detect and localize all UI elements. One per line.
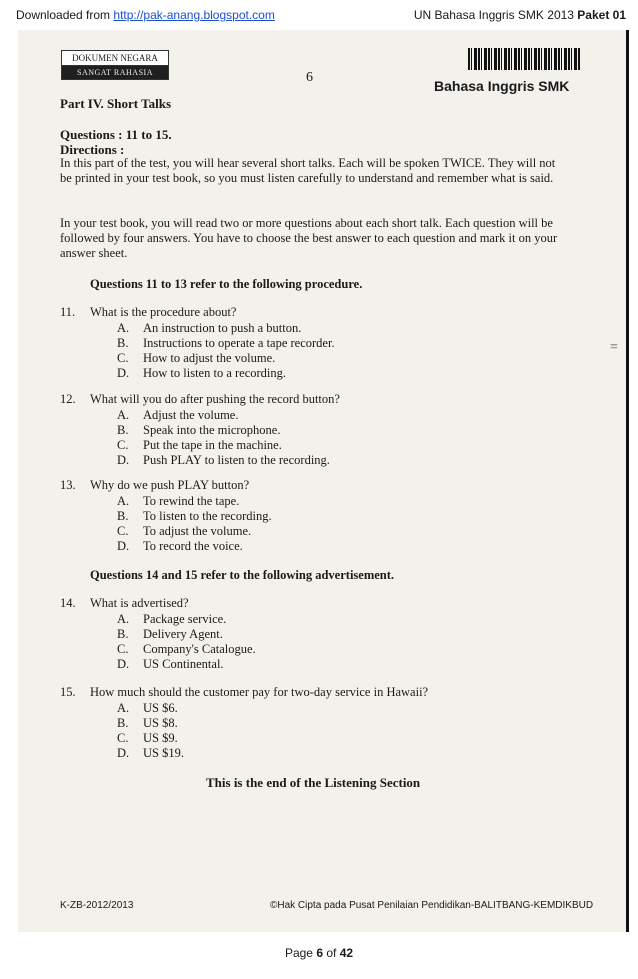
- page-current: 6: [316, 946, 323, 960]
- margin-mark: =: [610, 340, 618, 355]
- end-of-section: This is the end of the Listening Section: [206, 775, 421, 790]
- option-c: C. How to adjust the volume.: [117, 351, 276, 365]
- option-a: A. Package service.: [117, 612, 227, 626]
- blog-link[interactable]: http://pak-anang.blogspot.com: [113, 8, 275, 22]
- option-d: D. US $19.: [117, 746, 184, 760]
- option-a: A. To rewind the tape.: [117, 494, 240, 508]
- directions-paragraph-1: In this part of the test, you will hear several short talks. Each will be spoken TWICE. They will not be printed in your test book, so you must listen carefully to understand and remember what is said.: [60, 156, 556, 185]
- questions-range: Questions : 11 to 15.: [60, 127, 172, 142]
- page-edge-shadow: [626, 30, 629, 932]
- option-b: B. Instructions to operate a tape recorder.: [117, 336, 335, 350]
- exam-title: [414, 8, 626, 22]
- group-heading-1: Questions 11 to 13 refer to the following procedure.: [90, 277, 363, 291]
- question-stem: What is advertised?: [90, 596, 189, 610]
- classification-stamp: [61, 50, 169, 80]
- page-footer-of: of: [323, 946, 340, 960]
- download-prefix: Downloaded from: [16, 8, 114, 22]
- document-code: K-ZB-2012/2013: [60, 900, 134, 911]
- barcode-icon: [468, 48, 580, 70]
- copyright-notice: ©Hak Cipta pada Pusat Penilaian Pendidikan-BALITBANG-KEMDIKBUD: [270, 900, 594, 911]
- exam-title-text: UN Bahasa Inggris SMK 2013: [413, 8, 578, 22]
- download-header: [0, 0, 638, 30]
- page-number: 6: [306, 70, 313, 85]
- question-number: 14.: [60, 596, 76, 610]
- question-number: 12.: [60, 392, 76, 406]
- group-heading-2: Questions 14 and 15 refer to the following advertisement.: [90, 568, 395, 582]
- page-footer-prefix: Page: [284, 946, 317, 960]
- question-stem: What will you do after pushing the record button?: [90, 392, 340, 406]
- option-b: B. US $8.: [117, 716, 178, 730]
- question-stem: How much should the customer pay for two-day service in Hawaii?: [90, 685, 429, 699]
- exam-package: Paket 01: [577, 8, 626, 22]
- page-footer: [0, 946, 638, 960]
- question-number: 13.: [60, 478, 76, 492]
- option-d: D. Push PLAY to listen to the recording.: [117, 453, 330, 467]
- option-d: D. US Continental.: [117, 657, 224, 671]
- question-stem: Why do we push PLAY button?: [90, 478, 250, 492]
- page-total: 42: [339, 946, 354, 960]
- option-b: B. Delivery Agent.: [117, 627, 223, 641]
- scanned-page: [18, 30, 629, 932]
- option-b: B. To listen to the recording.: [117, 509, 272, 523]
- option-a: A. An instruction to push a button.: [117, 321, 302, 335]
- download-source: [16, 8, 275, 22]
- option-d: D. How to listen to a recording.: [117, 366, 287, 380]
- directions-label: Directions :: [60, 142, 125, 157]
- stamp-line-1: DOKUMEN NEGARA: [62, 51, 168, 66]
- option-a: A. Adjust the volume.: [117, 408, 239, 422]
- question-number: 11.: [60, 305, 76, 319]
- question-number: 15.: [60, 685, 76, 699]
- part-title: Part IV. Short Talks: [60, 96, 172, 111]
- directions-paragraph-2: In your test book, you will read two or more questions about each short talk. Each question will be followed by four answers. You have to choose the best answer to each question and mark it on your answer sheet.: [60, 216, 558, 260]
- question-stem: What is the procedure about?: [90, 305, 237, 319]
- option-c: C. Put the tape in the machine.: [117, 438, 282, 452]
- stamp-line-2: SANGAT RAHASIA: [62, 66, 168, 79]
- option-c: C. Company's Catalogue.: [117, 642, 256, 656]
- subject-title: Bahasa Inggris SMK: [434, 78, 570, 94]
- option-d: D. To record the voice.: [117, 539, 243, 553]
- option-c: C. US $9.: [117, 731, 178, 745]
- option-b: B. Speak into the microphone.: [117, 423, 281, 437]
- option-a: A. US $6.: [117, 701, 178, 715]
- option-c: C. To adjust the volume.: [117, 524, 252, 538]
